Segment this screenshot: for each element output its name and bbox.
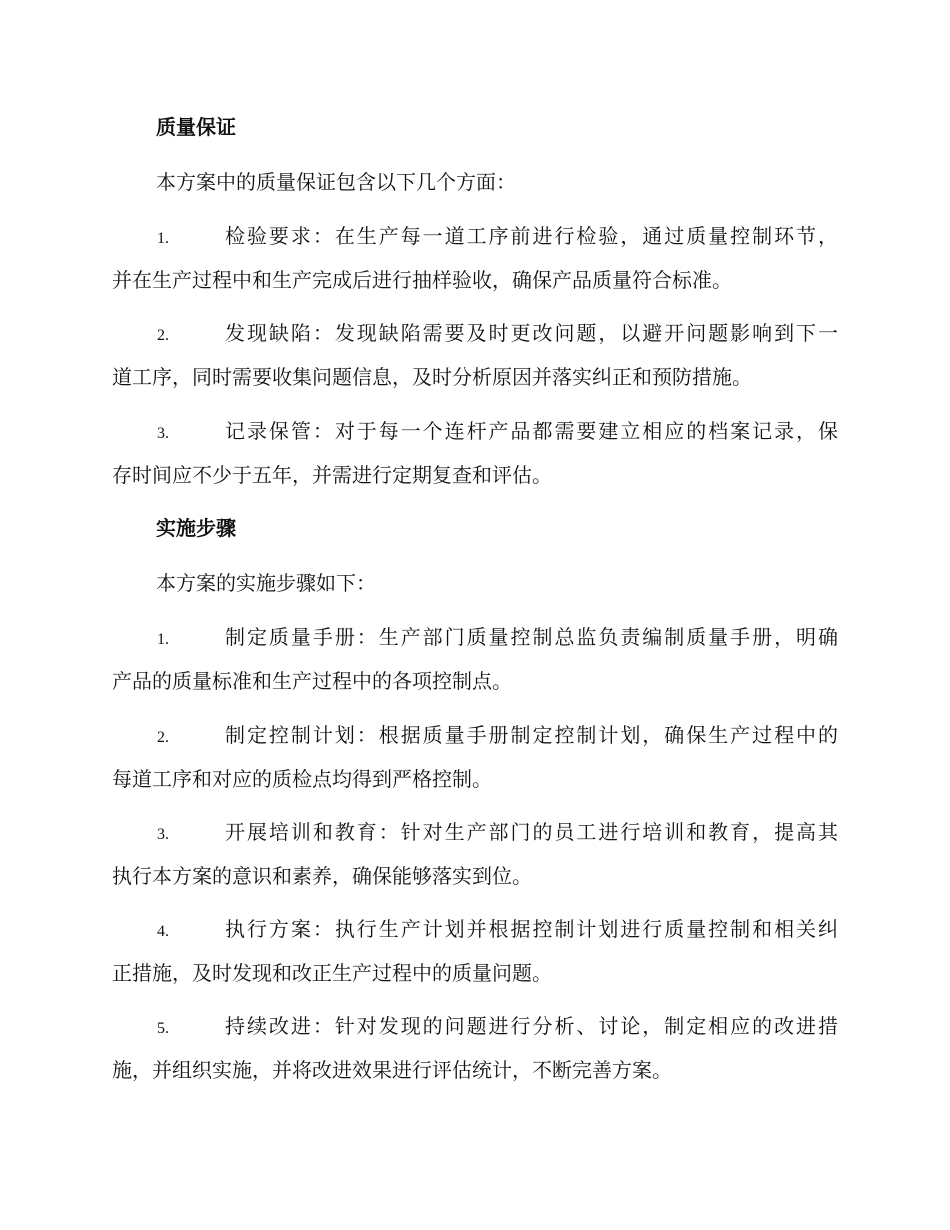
section-intro-implementation-steps: 本方案的实施步骤如下： bbox=[156, 571, 376, 595]
list-item-text-line2: 道工序，同时需要收集问题信息，及时分析原因并落实纠正和预防措施。 bbox=[112, 365, 752, 389]
list-item-number: 5. bbox=[157, 1020, 169, 1037]
list-item-text-line1: 执行方案：执行生产计划并根据控制计划进行质量控制和相关纠 bbox=[225, 917, 838, 941]
section-heading-implementation-steps: 实施步骤 bbox=[156, 516, 236, 540]
list-item-text-line2: 执行本方案的意识和素养，确保能够落实到位。 bbox=[112, 864, 532, 888]
list-item-text-line2: 正措施，及时发现和改正生产过程中的质量问题。 bbox=[112, 961, 552, 985]
list-item-text-line2: 每道工序和对应的质检点均得到严格控制。 bbox=[112, 767, 492, 791]
list-item bbox=[112, 417, 838, 505]
list-item-text-line1: 持续改进：针对发现的问题进行分析、讨论，制定相应的改进措 bbox=[225, 1014, 838, 1038]
list-item bbox=[112, 915, 838, 1003]
list-item-number: 3. bbox=[157, 425, 169, 442]
list-item-text-line1: 制定控制计划：根据质量手册制定控制计划，确保生产过程中的 bbox=[225, 723, 838, 747]
list-item-number: 3. bbox=[157, 826, 169, 843]
section-heading-quality-assurance: 质量保证 bbox=[156, 115, 236, 139]
list-item bbox=[112, 1012, 838, 1100]
list-item bbox=[112, 319, 838, 407]
list-item bbox=[112, 818, 838, 906]
list-item bbox=[112, 721, 838, 809]
section-intro-quality-assurance: 本方案中的质量保证包含以下几个方面： bbox=[156, 170, 516, 194]
list-item-text-line1: 记录保管：对于每一个连杆产品都需要建立相应的档案记录，保 bbox=[225, 419, 838, 443]
list-item-text-line1: 发现缺陷：发现缺陷需要及时更改问题，以避开问题影响到下一 bbox=[225, 321, 838, 345]
list-item bbox=[112, 623, 838, 711]
list-item-number: 1. bbox=[157, 230, 169, 247]
list-item-number: 2. bbox=[157, 729, 169, 746]
list-item-number: 4. bbox=[157, 923, 169, 940]
list-item-text-line1: 制定质量手册：生产部门质量控制总监负责编制质量手册，明确 bbox=[225, 625, 838, 649]
list-item bbox=[112, 222, 838, 310]
list-item-text-line2: 产品的质量标准和生产过程中的各项控制点。 bbox=[112, 669, 512, 693]
list-item-text-line1: 检验要求：在生产每一道工序前进行检验，通过质量控制环节， bbox=[225, 224, 838, 248]
list-item-number: 2. bbox=[157, 327, 169, 344]
list-item-text-line1: 开展培训和教育：针对生产部门的员工进行培训和教育，提高其 bbox=[225, 820, 838, 844]
list-item-text-line2: 存时间应不少于五年，并需进行定期复查和评估。 bbox=[112, 463, 552, 487]
list-item-text-line2: 施，并组织实施，并将改进效果进行评估统计，不断完善方案。 bbox=[112, 1058, 672, 1082]
list-item-text-line2: 并在生产过程中和生产完成后进行抽样验收，确保产品质量符合标准。 bbox=[112, 268, 732, 292]
list-item-number: 1. bbox=[157, 631, 169, 648]
